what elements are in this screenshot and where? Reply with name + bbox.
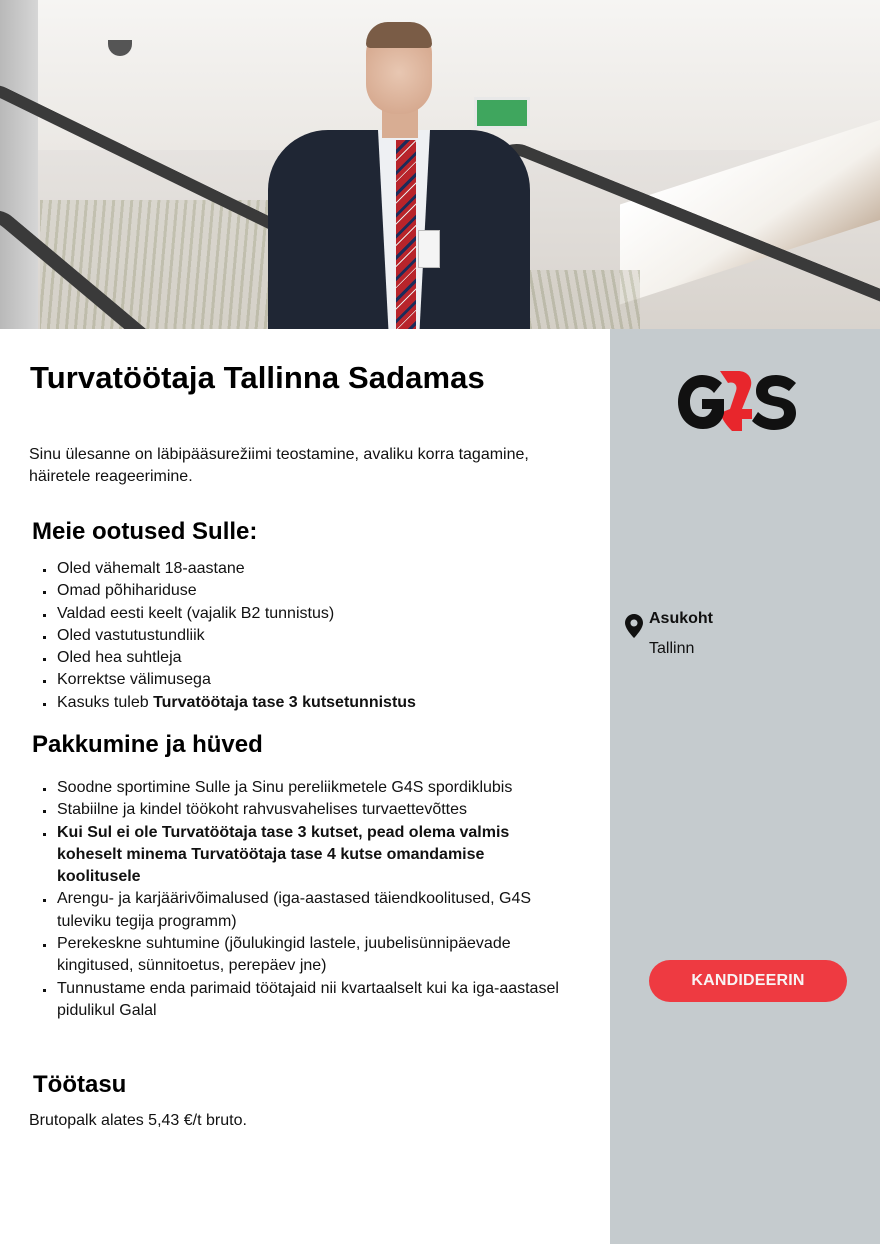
list-item [30,692,590,714]
list-item: Arengu- ja karjäärivõimalused (iga-aastased täiendkoolitused, G4S tuleviku tegija programm) [30,888,570,933]
hair [366,22,432,48]
list-item: Kui Sul ei ole Turvatöötaja tase 3 kutset, pead olema valmis koheselt minema Turvatöötaja tase 4 kutse omandamise koolitusele [30,822,570,889]
expectations-list [30,558,590,714]
list-item: Valdad eesti keelt (vajalik B2 tunnistus) [30,603,590,625]
list-item: Stabiilne ja kindel töökoht rahvusvahelises turvaettevõttes [30,799,570,821]
job-content [0,329,610,1245]
offer-heading: Pakkumine ja hüved [32,731,263,758]
location-label: Asukoht [649,610,713,627]
tie [396,140,416,329]
list-item-emphasis: Turvatöötaja tase 3 kutsetunnistus [153,693,416,711]
hero-image [0,0,880,329]
job-intro: Sinu ülesanne on läbipääsurežiimi teostamine, avaliku korra tagamine, häiretele reageerimine. [29,446,529,485]
location-value: Tallinn [649,640,695,657]
apply-button[interactable]: KANDIDEERIN [649,960,847,1002]
salary-heading: Töötasu [33,1071,127,1098]
list-item-prefix: Kasuks tuleb [57,693,154,711]
offer-list [30,777,570,1022]
list-item: Tunnustame enda parimaid töötajaid nii kvartaalselt kui ka iga-aastasel pidulikul Galal [30,978,570,1023]
expectations-heading: Meie ootused Sulle: [32,518,258,545]
map-pin-icon [625,614,643,638]
list-item: Omad põhihariduse [30,580,590,602]
list-item: Korrektse välimusega [30,669,590,691]
hero-pillar [0,0,38,329]
list-item: Oled hea suhtleja [30,647,590,669]
list-item: Oled vähemalt 18-aastane [30,558,590,580]
salary-text: Brutopalk alates 5,43 €/t bruto. [29,1112,247,1129]
list-item: Oled vastutustundliik [30,625,590,647]
sidebar [610,329,880,1244]
list-item: Soodne sportimine Sulle ja Sinu pereliikmetele G4S spordiklubis [30,777,570,799]
g4s-logo [676,369,800,435]
list-item: Perekeskne suhtumine (jõulukingid lastele, juubelisünnipäevade kingitused, sünnitoetus, perepäev jne) [30,933,570,978]
id-badge [418,230,440,268]
job-title: Turvatöötaja Tallinna Sadamas [30,360,485,395]
security-officer-figure [268,22,530,329]
hero-plants [520,270,640,329]
